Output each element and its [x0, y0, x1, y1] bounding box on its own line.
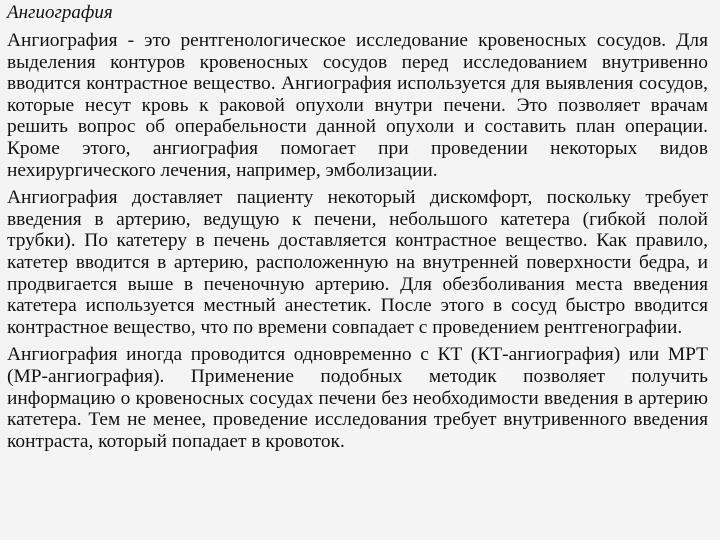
paragraph-definition: Ангиография - это рентгенологическое исследование кровеносных сосудов. Для выделения контуров кровеносных сосудов перед исследованием внутривенно вводится контрастное вещество. Ангиография используется для выявления сосудов, которые несут кровь к раковой опухоли внутри печени. Это позволяет врачам решить вопрос об операбельности данной опухоли и составить план операции. Кроме этого, ангиография помогает при проведении некоторых видов нехирургического лечения, например, эмболизации.: [7, 30, 708, 181]
document-title: Ангиография: [7, 2, 113, 23]
paragraph-procedure: Ангиография доставляет пациенту некоторый дискомфорт, поскольку требует введения в артерию, ведущую к печени, небольшого катетера (гибкой полой трубки). По катетеру в печень доставляется контрастное вещество. Как правило, катетер вводится в артерию, расположенную на внутренней поверхности бедра, и продвигается выше в печеночную артерию. Для обезболивания места введения катетера используется местный анестетик. После этого в сосуд быстро вводится контрастное вещество, что по времени совпадает с проведением рентгенографии.: [7, 187, 708, 338]
paragraph-ct-mri: Ангиография иногда проводится одновременно с КТ (КТ-ангиография) или МРТ (МР-ангиография). Применение подобных методик позволяет получить информацию о кровеносных сосудах печени без необходимости введения в артерию катетера. Тем не менее, проведение исследования требует внутривенного введения контраста, который попадает в кровоток.: [7, 344, 708, 452]
